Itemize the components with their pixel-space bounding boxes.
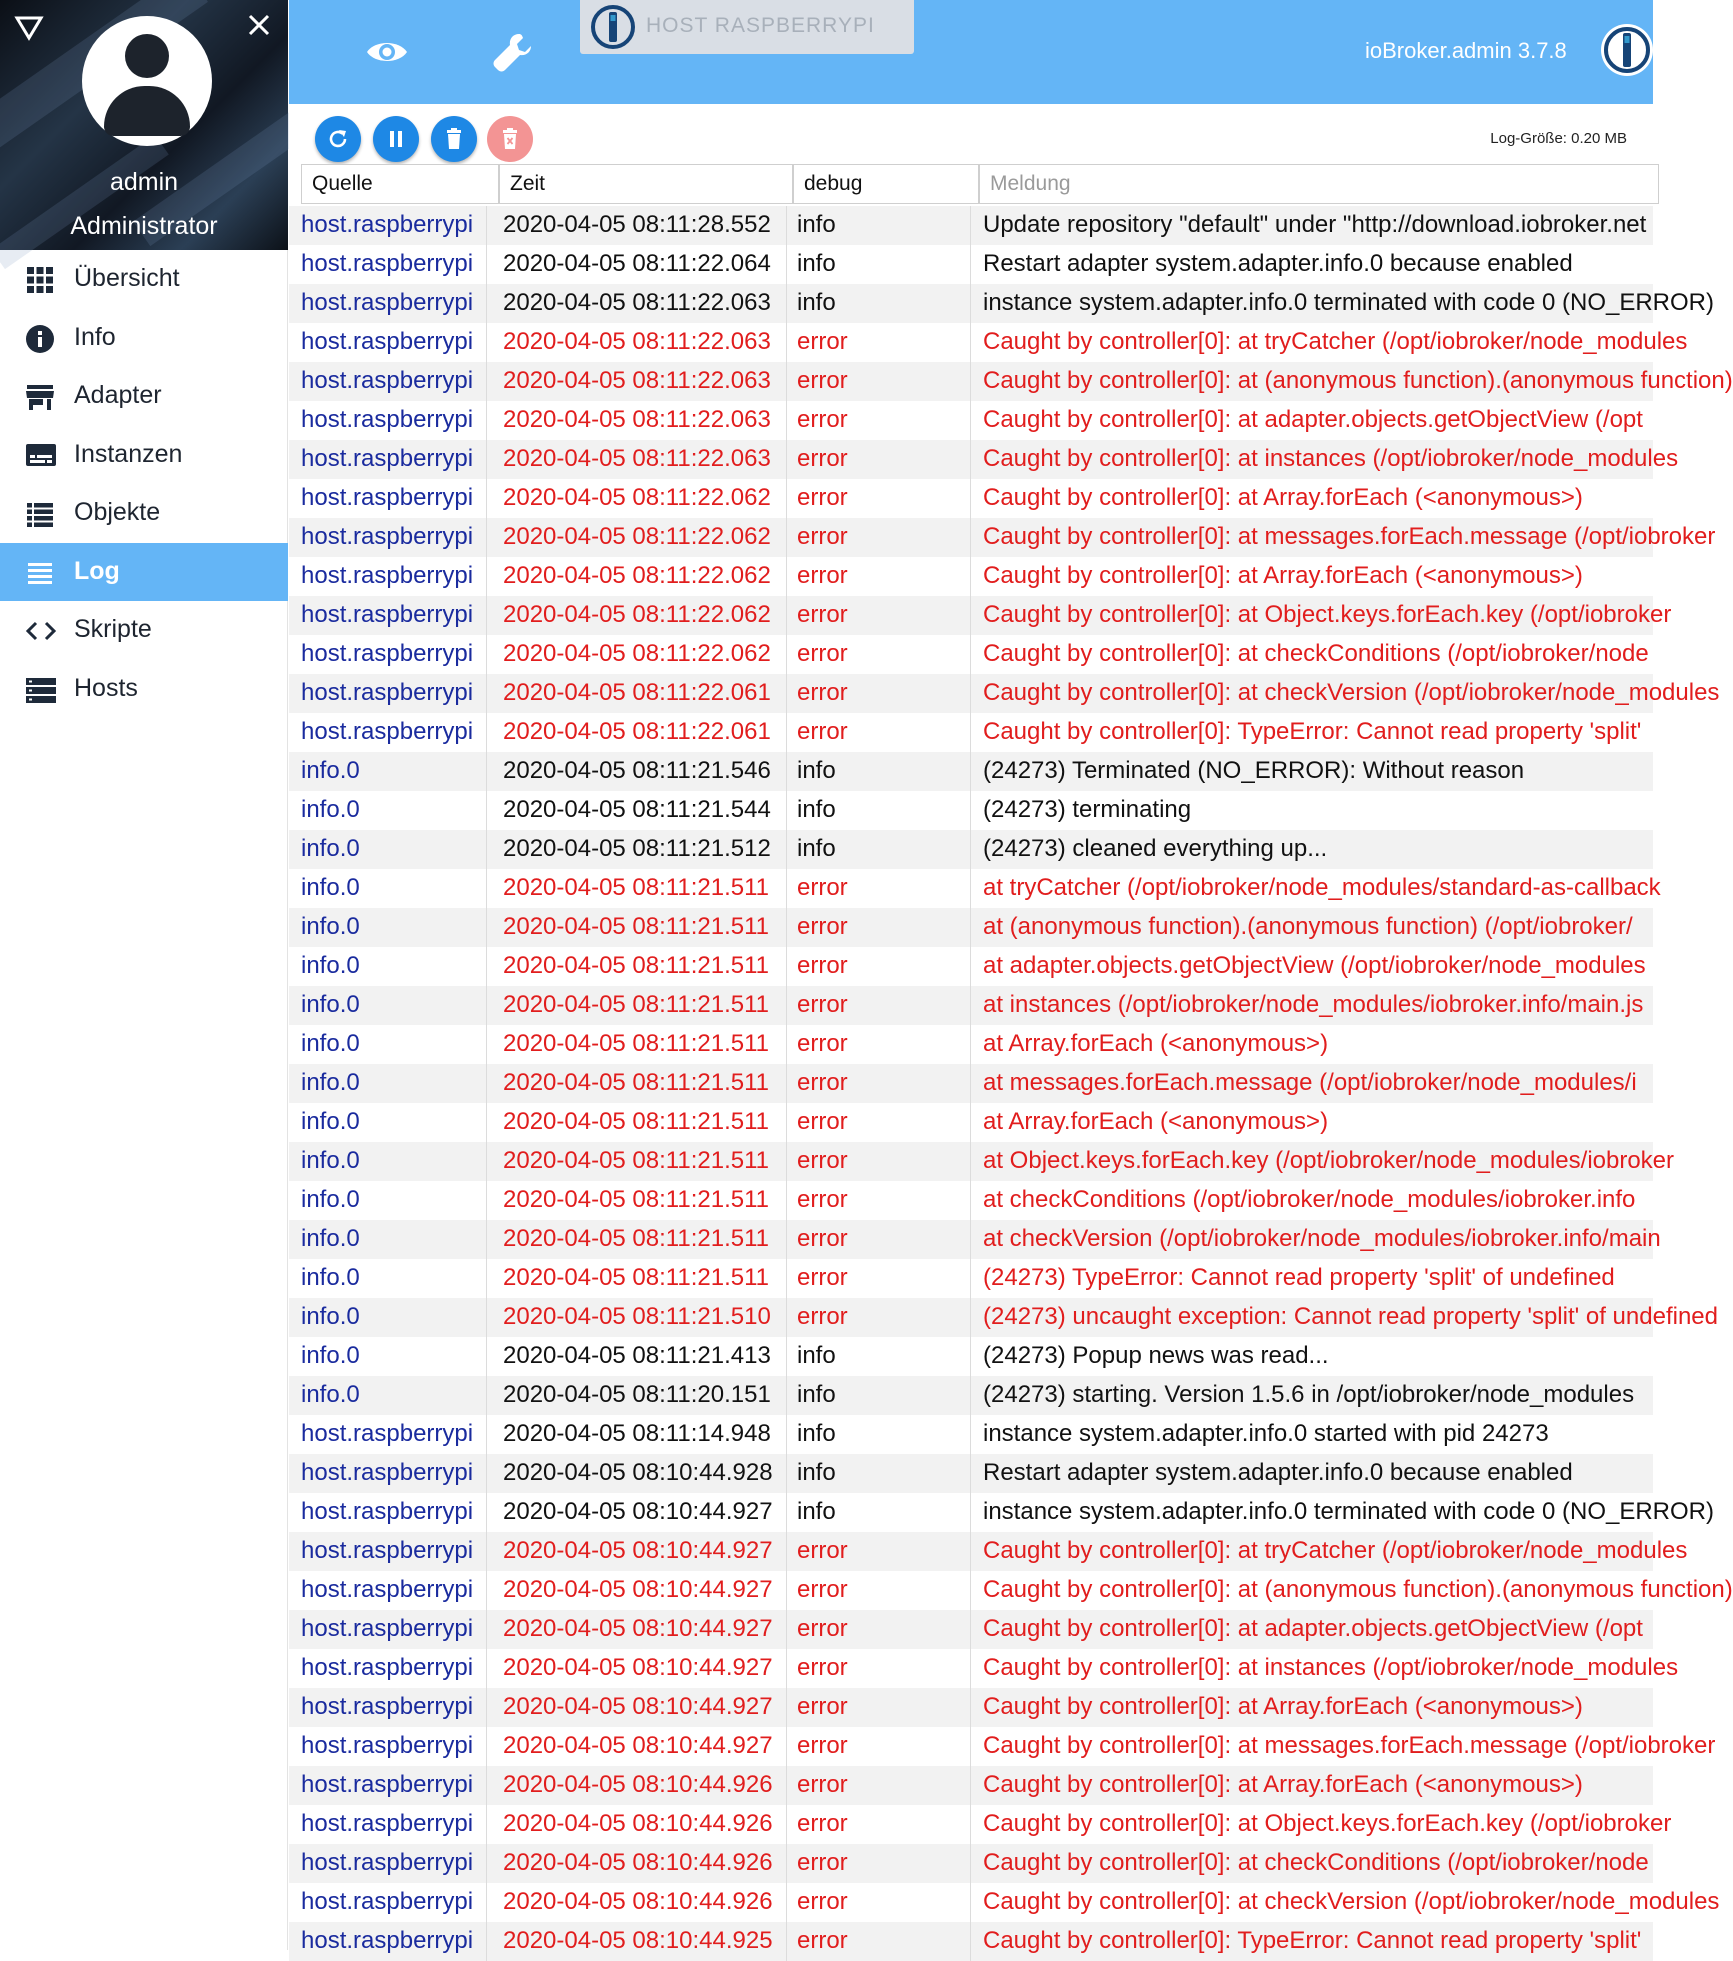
log-severity: error xyxy=(793,557,971,596)
log-severity: error xyxy=(793,1298,971,1337)
delete-forever-icon xyxy=(498,127,522,151)
log-source: host.raspberrypi xyxy=(301,1415,487,1454)
sidebar-item-label: Instanzen xyxy=(74,439,183,468)
log-severity: error xyxy=(793,635,971,674)
sidebar-item-skripte[interactable] xyxy=(0,601,288,659)
log-severity: error xyxy=(793,518,971,557)
log-time: 2020-04-05 08:10:44.926 xyxy=(499,1844,787,1883)
lines-icon xyxy=(25,558,57,586)
log-message: Caught by controller[0]: at Array.forEach (<anonymous>) xyxy=(983,562,1583,589)
log-time: 2020-04-05 08:11:22.064 xyxy=(499,245,787,284)
log-message: at adapter.objects.getObjectView (/opt/iobroker/node_modules xyxy=(983,952,1646,979)
log-time: 2020-04-05 08:11:22.062 xyxy=(499,557,787,596)
log-message: Update repository "default" under "http://download.iobroker.net xyxy=(983,211,1647,238)
table-row[interactable] xyxy=(289,1610,1653,1649)
pause-button[interactable] xyxy=(373,116,419,162)
log-source: info.0 xyxy=(301,1337,487,1376)
username: admin xyxy=(109,168,179,196)
log-severity: error xyxy=(793,1064,971,1103)
log-message: Caught by controller[0]: at (anonymous function).(anonymous function) xyxy=(983,1576,1733,1603)
table-row[interactable] xyxy=(289,284,1714,323)
log-message: Caught by controller[0]: at adapter.objects.getObjectView (/opt xyxy=(983,406,1643,433)
log-source: info.0 xyxy=(301,1025,487,1064)
sidebar-item-übersicht[interactable] xyxy=(0,250,288,308)
table-row[interactable] xyxy=(289,986,1653,1025)
message-filter-input[interactable]: Meldung xyxy=(979,164,1659,204)
triangle-down-icon[interactable] xyxy=(12,10,46,44)
log-severity: error xyxy=(793,947,971,986)
table-row[interactable] xyxy=(289,635,1653,674)
log-time: 2020-04-05 08:10:44.927 xyxy=(499,1610,787,1649)
trash-icon xyxy=(442,127,466,151)
table-row[interactable] xyxy=(289,1688,1653,1727)
log-source: host.raspberrypi xyxy=(301,674,487,713)
log-source: host.raspberrypi xyxy=(301,557,487,596)
log-message: Caught by controller[0]: at Object.keys.forEach.key (/opt/iobroker xyxy=(983,601,1672,628)
avatar xyxy=(82,16,212,146)
log-source: host.raspberrypi xyxy=(301,362,487,401)
sidebar-item-log[interactable] xyxy=(0,543,288,601)
log-message: Caught by controller[0]: at Array.forEach (<anonymous>) xyxy=(983,1771,1583,1798)
log-source: host.raspberrypi xyxy=(301,1727,487,1766)
log-message: (24273) Terminated (NO_ERROR): Without reason xyxy=(983,757,1525,784)
table-row[interactable] xyxy=(289,908,1653,947)
table-row[interactable] xyxy=(289,1415,1653,1454)
log-severity: error xyxy=(793,362,971,401)
top-bar xyxy=(289,0,1653,104)
log-time: 2020-04-05 08:11:21.511 xyxy=(499,908,787,947)
log-source: host.raspberrypi xyxy=(301,284,487,323)
log-time: 2020-04-05 08:11:21.511 xyxy=(499,1259,787,1298)
log-time: 2020-04-05 08:11:22.063 xyxy=(499,440,787,479)
log-message: at Object.keys.forEach.key (/opt/iobroker/node_modules/iobroker xyxy=(983,1147,1675,1174)
table-row[interactable] xyxy=(289,1181,1653,1220)
log-time: 2020-04-05 08:11:22.062 xyxy=(499,479,787,518)
table-row[interactable] xyxy=(289,1376,1653,1415)
log-time: 2020-04-05 08:11:21.511 xyxy=(499,986,787,1025)
sidebar-item-hosts[interactable] xyxy=(0,660,288,718)
log-source: host.raspberrypi xyxy=(301,245,487,284)
log-message: Caught by controller[0]: at adapter.objects.getObjectView (/opt xyxy=(983,1615,1643,1642)
table-row[interactable] xyxy=(289,401,1653,440)
table-row[interactable] xyxy=(289,440,1679,479)
table-row[interactable] xyxy=(289,1649,1679,1688)
table-row[interactable] xyxy=(289,1337,1653,1376)
table-row[interactable] xyxy=(289,557,1653,596)
log-time: 2020-04-05 08:11:28.552 xyxy=(499,206,787,245)
table-row[interactable] xyxy=(289,674,1720,713)
log-source: info.0 xyxy=(301,1220,487,1259)
iobroker-logo-icon xyxy=(590,4,636,50)
log-message: (24273) Popup news was read... xyxy=(983,1342,1329,1369)
pause-icon xyxy=(384,127,408,151)
log-severity: error xyxy=(793,1532,971,1571)
log-time: 2020-04-05 08:11:21.512 xyxy=(499,830,787,869)
log-message: at Array.forEach (<anonymous>) xyxy=(983,1108,1329,1135)
log-time: 2020-04-05 08:11:21.544 xyxy=(499,791,787,830)
log-source: info.0 xyxy=(301,1298,487,1337)
log-message: (24273) TypeError: Cannot read property 'split' of undefined xyxy=(983,1264,1615,1291)
sidebar-item-info[interactable] xyxy=(0,309,288,367)
log-severity: info xyxy=(793,1415,971,1454)
log-source: info.0 xyxy=(301,1142,487,1181)
log-time: 2020-04-05 08:11:21.413 xyxy=(499,1337,787,1376)
log-severity: error xyxy=(793,479,971,518)
table-row[interactable] xyxy=(289,1727,1716,1766)
log-message: Restart adapter system.adapter.info.0 because enabled xyxy=(983,250,1573,277)
log-source: host.raspberrypi xyxy=(301,1844,487,1883)
log-source: info.0 xyxy=(301,869,487,908)
log-severity: info xyxy=(793,1493,971,1532)
log-source: info.0 xyxy=(301,1376,487,1415)
log-severity: error xyxy=(793,440,971,479)
sidebar-item-label: Objekte xyxy=(74,498,161,526)
close-icon[interactable] xyxy=(242,8,276,42)
log-severity: error xyxy=(793,596,971,635)
log-time: 2020-04-05 08:10:44.927 xyxy=(499,1571,787,1610)
table-row[interactable] xyxy=(289,1844,1653,1883)
log-severity: error xyxy=(793,1220,971,1259)
log-source: host.raspberrypi xyxy=(301,401,487,440)
log-toolbar xyxy=(289,104,1653,164)
log-severity: error xyxy=(793,1727,971,1766)
table-row[interactable] xyxy=(289,713,1653,752)
log-source: info.0 xyxy=(301,986,487,1025)
clear-log-button[interactable] xyxy=(431,116,477,162)
log-severity: error xyxy=(793,323,971,362)
table-row[interactable] xyxy=(289,1298,1718,1337)
log-message: Caught by controller[0]: at Array.forEach (<anonymous>) xyxy=(983,1693,1583,1720)
log-time: 2020-04-05 08:11:21.511 xyxy=(499,1025,787,1064)
log-source: host.raspberrypi xyxy=(301,1805,487,1844)
sidebar-item-objekte[interactable] xyxy=(0,484,288,542)
log-time: 2020-04-05 08:10:44.926 xyxy=(499,1883,787,1922)
log-size: Log-Größe: 0.20 MB xyxy=(1490,130,1627,147)
log-time: 2020-04-05 08:11:21.511 xyxy=(499,1142,787,1181)
log-source: info.0 xyxy=(301,791,487,830)
log-severity: error xyxy=(793,869,971,908)
table-row[interactable] xyxy=(289,1766,1653,1805)
log-severity: error xyxy=(793,674,971,713)
user-role: Administrator xyxy=(70,212,218,240)
log-time: 2020-04-05 08:10:44.926 xyxy=(499,1805,787,1844)
log-source: info.0 xyxy=(301,830,487,869)
log-source: info.0 xyxy=(301,1064,487,1103)
table-row[interactable] xyxy=(289,830,1653,869)
log-source: host.raspberrypi xyxy=(301,518,487,557)
log-time: 2020-04-05 08:11:20.151 xyxy=(499,1376,787,1415)
log-time: 2020-04-05 08:10:44.927 xyxy=(499,1532,787,1571)
log-time: 2020-04-05 08:10:44.927 xyxy=(499,1727,787,1766)
log-source: info.0 xyxy=(301,1259,487,1298)
log-source: host.raspberrypi xyxy=(301,1766,487,1805)
log-message: (24273) terminating xyxy=(983,796,1192,823)
log-message: Caught by controller[0]: at instances (/opt/iobroker/node_modules xyxy=(983,445,1679,472)
log-message: at tryCatcher (/opt/iobroker/node_modules/standard-as-callback xyxy=(983,874,1661,901)
log-source: host.raspberrypi xyxy=(301,1493,487,1532)
log-severity: info xyxy=(793,752,971,791)
log-severity: info xyxy=(793,1454,971,1493)
eye-icon[interactable] xyxy=(363,28,411,76)
delete-log-button[interactable] xyxy=(487,116,533,162)
table-row[interactable] xyxy=(289,596,1672,635)
log-severity: info xyxy=(793,1376,971,1415)
host-selector-button[interactable] xyxy=(580,0,914,54)
sidebar-item-label: Übersicht xyxy=(74,264,180,292)
log-message: Caught by controller[0]: at checkVersion (/opt/iobroker/node_modules xyxy=(983,1888,1720,1915)
log-time: 2020-04-05 08:11:21.511 xyxy=(499,1220,787,1259)
log-message: (24273) cleaned everything up... xyxy=(983,835,1328,862)
host-label: HOST RASPBERRYPI xyxy=(646,14,875,37)
log-severity: info xyxy=(793,206,971,245)
log-source: info.0 xyxy=(301,1103,487,1142)
log-severity: error xyxy=(793,1649,971,1688)
table-row[interactable] xyxy=(289,1883,1720,1922)
table-row[interactable] xyxy=(289,479,1653,518)
log-time: 2020-04-05 08:11:21.510 xyxy=(499,1298,787,1337)
log-severity: error xyxy=(793,986,971,1025)
apps-grid-icon xyxy=(25,265,57,293)
log-severity: info xyxy=(793,284,971,323)
log-time: 2020-04-05 08:10:44.927 xyxy=(499,1688,787,1727)
log-message: Caught by controller[0]: at checkVersion (/opt/iobroker/node_modules xyxy=(983,679,1720,706)
log-time: 2020-04-05 08:11:22.061 xyxy=(499,674,787,713)
table-row[interactable] xyxy=(289,1805,1672,1844)
log-message: Caught by controller[0]: at checkConditions (/opt/iobroker/node xyxy=(983,1849,1649,1876)
log-message: Caught by controller[0]: at messages.forEach.message (/opt/iobroker xyxy=(983,1732,1716,1759)
sidebar xyxy=(0,0,288,1950)
log-source: host.raspberrypi xyxy=(301,1883,487,1922)
sidebar-item-label: Info xyxy=(74,322,116,351)
sidebar-item-label: Adapter xyxy=(74,381,162,409)
log-severity: info xyxy=(793,791,971,830)
log-time: 2020-04-05 08:11:14.948 xyxy=(499,1415,787,1454)
log-source: info.0 xyxy=(301,1181,487,1220)
table-row[interactable] xyxy=(289,1922,1653,1961)
log-message: Caught by controller[0]: TypeError: Cannot read property 'split' xyxy=(983,1927,1642,1954)
log-time: 2020-04-05 08:11:22.063 xyxy=(499,323,787,362)
subtitles-icon xyxy=(25,441,57,469)
log-source: host.raspberrypi xyxy=(301,635,487,674)
log-message: instance system.adapter.info.0 terminated with code 0 (NO_ERROR) xyxy=(983,1498,1714,1525)
log-source: info.0 xyxy=(301,908,487,947)
log-source: host.raspberrypi xyxy=(301,323,487,362)
log-message: Restart adapter system.adapter.info.0 because enabled xyxy=(983,1459,1573,1486)
table-row[interactable] xyxy=(289,245,1653,284)
table-row[interactable] xyxy=(289,1103,1653,1142)
log-message: Caught by controller[0]: TypeError: Cannot read property 'split' xyxy=(983,718,1642,745)
log-time: 2020-04-05 08:11:22.061 xyxy=(499,713,787,752)
log-message: at (anonymous function).(anonymous function) (/opt/iobroker/ xyxy=(983,913,1633,940)
table-row[interactable] xyxy=(289,1025,1653,1064)
sidebar-item-label: Hosts xyxy=(74,673,138,702)
table-row[interactable] xyxy=(289,752,1653,791)
wrench-icon[interactable] xyxy=(489,28,537,76)
log-source: host.raspberrypi xyxy=(301,479,487,518)
log-source: host.raspberrypi xyxy=(301,206,487,245)
table-row[interactable] xyxy=(289,206,1653,245)
log-time: 2020-04-05 08:11:22.063 xyxy=(499,284,787,323)
log-severity: error xyxy=(793,1883,971,1922)
log-message: Caught by controller[0]: at Object.keys.forEach.key (/opt/iobroker xyxy=(983,1810,1672,1837)
log-message: at Array.forEach (<anonymous>) xyxy=(983,1030,1329,1057)
column-header-time[interactable]: Zeit xyxy=(499,164,793,204)
log-severity: error xyxy=(793,1805,971,1844)
iobroker-logo-icon xyxy=(1599,22,1655,78)
log-severity: error xyxy=(793,1142,971,1181)
log-severity: error xyxy=(793,1922,971,1961)
log-time: 2020-04-05 08:11:22.062 xyxy=(499,635,787,674)
table-row[interactable] xyxy=(289,1064,1653,1103)
log-message: Caught by controller[0]: at messages.forEach.message (/opt/iobroker xyxy=(983,523,1716,550)
admin-version: ioBroker.admin 3.7.8 xyxy=(1365,38,1567,63)
log-source: info.0 xyxy=(301,947,487,986)
info-icon xyxy=(25,324,57,352)
log-source: info.0 xyxy=(301,752,487,791)
log-severity: error xyxy=(793,1025,971,1064)
table-row[interactable] xyxy=(289,1142,1675,1181)
log-severity: info xyxy=(793,245,971,284)
table-row[interactable] xyxy=(289,1493,1714,1532)
log-severity: error xyxy=(793,1610,971,1649)
log-message: Caught by controller[0]: at (anonymous function).(anonymous function) xyxy=(983,367,1733,394)
log-time: 2020-04-05 08:11:21.511 xyxy=(499,1181,787,1220)
log-time: 2020-04-05 08:11:22.062 xyxy=(499,518,787,557)
table-row[interactable] xyxy=(289,791,1653,830)
table-row[interactable] xyxy=(289,1532,1688,1571)
log-severity: error xyxy=(793,1844,971,1883)
log-severity: error xyxy=(793,1181,971,1220)
log-source: host.raspberrypi xyxy=(301,1532,487,1571)
log-time: 2020-04-05 08:10:44.928 xyxy=(499,1454,787,1493)
table-row[interactable] xyxy=(289,362,1733,401)
log-time: 2020-04-05 08:11:21.511 xyxy=(499,1064,787,1103)
user-profile-header xyxy=(0,0,288,250)
log-message: at checkVersion (/opt/iobroker/node_modules/iobroker.info/main xyxy=(983,1225,1661,1252)
sidebar-item-adapter[interactable] xyxy=(0,367,288,425)
log-message: Caught by controller[0]: at tryCatcher (/opt/iobroker/node_modules xyxy=(983,328,1688,355)
log-message: (24273) uncaught exception: Cannot read property 'split' of undefined xyxy=(983,1303,1718,1330)
table-row[interactable] xyxy=(289,1571,1733,1610)
log-time: 2020-04-05 08:10:44.925 xyxy=(499,1922,787,1961)
log-time: 2020-04-05 08:11:21.511 xyxy=(499,869,787,908)
log-source: host.raspberrypi xyxy=(301,596,487,635)
log-time: 2020-04-05 08:11:22.063 xyxy=(499,362,787,401)
table-row[interactable] xyxy=(289,1259,1653,1298)
log-message: (24273) starting. Version 1.5.6 in /opt/iobroker/node_modules xyxy=(983,1381,1635,1408)
log-time: 2020-04-05 08:10:44.927 xyxy=(499,1649,787,1688)
log-message: instance system.adapter.info.0 terminated with code 0 (NO_ERROR) xyxy=(983,289,1714,316)
list-icon xyxy=(25,499,57,527)
log-severity: info xyxy=(793,830,971,869)
log-time: 2020-04-05 08:11:21.546 xyxy=(499,752,787,791)
log-time: 2020-04-05 08:11:22.063 xyxy=(499,401,787,440)
log-source: host.raspberrypi xyxy=(301,1649,487,1688)
log-time: 2020-04-05 08:11:21.511 xyxy=(499,947,787,986)
log-message: Caught by controller[0]: at Array.forEach (<anonymous>) xyxy=(983,484,1583,511)
refresh-icon xyxy=(326,127,350,151)
table-row[interactable] xyxy=(289,869,1661,908)
log-message: Caught by controller[0]: at tryCatcher (/opt/iobroker/node_modules xyxy=(983,1537,1688,1564)
log-severity: error xyxy=(793,1571,971,1610)
table-row[interactable] xyxy=(289,1220,1661,1259)
sidebar-item-instanzen[interactable] xyxy=(0,426,288,484)
table-row[interactable] xyxy=(289,1454,1653,1493)
log-severity: error xyxy=(793,1688,971,1727)
sidebar-item-label: Log xyxy=(74,556,120,585)
log-source: host.raspberrypi xyxy=(301,713,487,752)
log-source: host.raspberrypi xyxy=(301,440,487,479)
log-source: host.raspberrypi xyxy=(301,1571,487,1610)
log-message: at checkConditions (/opt/iobroker/node_modules/iobroker.info xyxy=(983,1186,1636,1213)
log-severity: info xyxy=(793,1337,971,1376)
table-row[interactable] xyxy=(289,323,1688,362)
code-icon xyxy=(25,616,57,644)
log-severity: error xyxy=(793,1259,971,1298)
log-severity: error xyxy=(793,401,971,440)
log-source: host.raspberrypi xyxy=(301,1610,487,1649)
store-icon xyxy=(25,382,57,410)
log-message: at messages.forEach.message (/opt/iobroker/node_modules/i xyxy=(983,1069,1637,1096)
table-row[interactable] xyxy=(289,518,1716,557)
log-message: Caught by controller[0]: at instances (/opt/iobroker/node_modules xyxy=(983,1654,1679,1681)
table-row[interactable] xyxy=(289,947,1653,986)
log-source: host.raspberrypi xyxy=(301,1922,487,1961)
log-severity: error xyxy=(793,1766,971,1805)
log-source: host.raspberrypi xyxy=(301,1454,487,1493)
log-message: instance system.adapter.info.0 started with pid 24273 xyxy=(983,1420,1549,1447)
log-severity: error xyxy=(793,713,971,752)
log-message: Caught by controller[0]: at checkConditions (/opt/iobroker/node xyxy=(983,640,1649,667)
log-severity: error xyxy=(793,908,971,947)
log-source: host.raspberrypi xyxy=(301,1688,487,1727)
log-message: at instances (/opt/iobroker/node_modules/iobroker.info/main.js xyxy=(983,991,1644,1018)
severity-filter[interactable]: debug xyxy=(793,164,979,204)
log-time: 2020-04-05 08:10:44.926 xyxy=(499,1766,787,1805)
log-time: 2020-04-05 08:11:22.062 xyxy=(499,596,787,635)
log-severity: error xyxy=(793,1103,971,1142)
refresh-button[interactable] xyxy=(315,116,361,162)
log-time: 2020-04-05 08:10:44.927 xyxy=(499,1493,787,1532)
log-time: 2020-04-05 08:11:21.511 xyxy=(499,1103,787,1142)
storage-icon xyxy=(25,675,57,703)
column-header-source[interactable]: Quelle xyxy=(301,164,499,204)
sidebar-item-label: Skripte xyxy=(74,615,152,643)
